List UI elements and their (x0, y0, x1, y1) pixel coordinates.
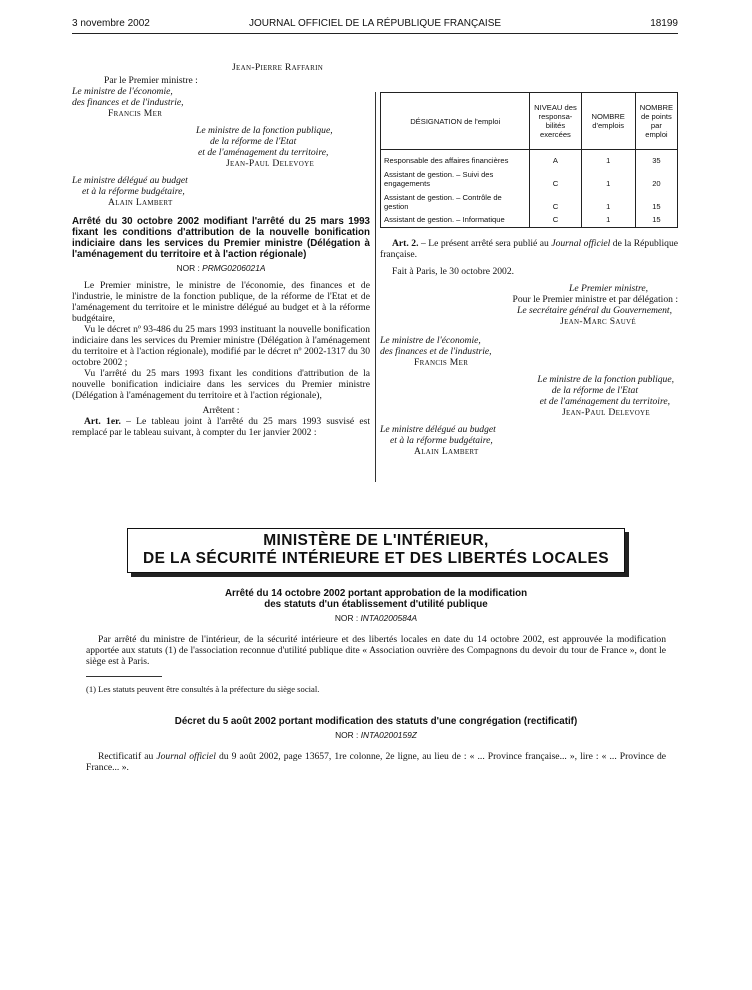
header-page-number: 18199 (650, 18, 678, 29)
signature-title: Le ministre de la fonction publique, (196, 125, 333, 136)
footnote-rule (86, 676, 162, 677)
fait-a-paris: Fait à Paris, le 30 octobre 2002. (392, 266, 515, 277)
article-label: Art. 2. (392, 238, 419, 249)
table-row (381, 212, 678, 228)
arrete-title: des statuts d'un établissement d'utilité publique (264, 599, 488, 610)
page-header (72, 18, 678, 32)
header-title: JOURNAL OFFICIEL DE LA RÉPUBLIQUE FRANÇAISE (248, 18, 502, 29)
paragraph-text: Rectificatif au (98, 751, 157, 762)
journal-officiel: Journal officiel (156, 751, 216, 762)
ministry-title-line2: DE LA SÉCURITÉ INTÉRIEURE ET DES LIBERTÉS LOCALES (143, 550, 609, 567)
table-cell: 15 (635, 212, 677, 228)
table-cell: 20 (635, 166, 677, 189)
table-cell: 1 (581, 150, 635, 167)
decret-5-aout (86, 716, 666, 773)
nor-line (86, 730, 666, 741)
signature-title: et de l'aménagement du territoire, (198, 147, 329, 158)
ministry-banner (127, 528, 625, 573)
signature-title: et à la réforme budgétaire, (390, 435, 493, 446)
table-cell: C (530, 212, 581, 228)
signature-title: Le ministre délégué au budget (72, 175, 188, 186)
signature-name: Jean-Marc Sauvé (560, 316, 636, 327)
signature-title: de la réforme de l'Etat (551, 385, 638, 396)
nor-label: NOR : (334, 613, 359, 623)
signature-title: Le Premier ministre, (569, 283, 648, 294)
table-cell: A (530, 150, 581, 167)
table-cell: C (530, 189, 581, 212)
paragraph: Le Premier ministre, le ministre de l'économie, des finances et de l'industrie, le ministre de la fonction publique, de la réforme de l'Etat et de l'aménagement du territoire et le ministre délégué au budget et à la réforme budgétaire, (72, 280, 370, 324)
paragraph (86, 751, 666, 773)
table-cell: 15 (635, 189, 677, 212)
arrete-title: Arrêté du 14 octobre 2002 portant approbation de la modification (224, 588, 528, 599)
nor-code: INTA0200159Z (360, 730, 417, 740)
table-cell: Responsable des affaires financières (381, 150, 530, 167)
nor-label: NOR : (335, 730, 359, 740)
signature-title: Le secrétaire général du Gouvernement, (517, 305, 672, 316)
nor-line (86, 613, 666, 624)
nor-code: INTA0200584A (360, 613, 418, 623)
signature-title: des finances et de l'industrie, (380, 346, 492, 357)
signature-title: des finances et de l'industrie, (72, 97, 184, 108)
journal-officiel: Journal officiel (551, 238, 611, 249)
signature-title: Le ministre délégué au budget (380, 424, 496, 435)
signature-name: Alain Lambert (108, 197, 173, 208)
signature-title: Le ministre de l'économie, (380, 335, 481, 346)
table-cell: Assistant de gestion. – Contrôle de gestion (381, 189, 530, 212)
signature-title: et à la réforme budgétaire, (82, 186, 185, 197)
signature-title: de la réforme de l'Etat (210, 136, 297, 147)
paragraph-text: du 9 août 2002, page 13657, 1re colonne, 2e ligne, au lieu de : « ... Province française... », lire : « ... Province de France... ». (86, 751, 667, 773)
paragraph: Par arrêté du ministre de l'intérieur, de la sécurité intérieure et des libertés locales en date du 14 octobre 2002, est approuvée la modification apportée aux statuts (1) de l'association reconnue d'utilité publique dite « Association ouvrière des Compagnons du devoir du tour de France », dont le siège est à Paris. (86, 634, 666, 667)
article-2 (380, 238, 678, 260)
article-1 (72, 416, 370, 438)
ministry-title-line1: MINISTÈRE DE L'INTÉRIEUR, (263, 532, 489, 549)
nor-label: NOR : (176, 263, 200, 273)
table-row (381, 150, 678, 167)
signature-name: Francis Mer (414, 357, 469, 368)
table-cell: 1 (581, 212, 635, 228)
table-cell: C (530, 166, 581, 189)
signature-name: Alain Lambert (414, 446, 479, 457)
table-header: DÉSIGNATION de l'emploi (381, 93, 530, 150)
table-row (381, 166, 678, 189)
arrete-title: Arrêté du 30 octobre 2002 modifiant l'arrêté du 25 mars 1993 fixant les conditions d'attribution de la nouvelle bonification indiciaire dans les services du Premier ministre (Délégation à l'aménagement du territoire et à l'action régionale) (72, 216, 370, 260)
signature-title: Le ministre de la fonction publique, (537, 374, 674, 385)
article-text: de la République française. (380, 238, 678, 260)
table-cell: Assistant de gestion. – Suivi des engagements (381, 166, 530, 189)
positions-table (380, 92, 678, 228)
signature-name: Jean-Paul Delevoye (226, 158, 315, 169)
decret-title: Décret du 5 août 2002 portant modification des statuts d'une congrégation (rectificatif) (174, 716, 578, 727)
paragraph: Vu l'arrêté du 25 mars 1993 fixant les conditions d'attribution de la nouvelle bonification indiciaire dans les services du Premier ministre (Délégation à l'aménagement du territoire et à l'action régionale), (72, 368, 370, 401)
signature-title: Le ministre de l'économie, (72, 86, 173, 97)
signature-name: Jean-Paul Delevoye (561, 407, 650, 418)
table-cell: 1 (581, 189, 635, 212)
arretent: Arrêtent : (202, 405, 240, 416)
signature-name: Jean-Pierre Raffarin (232, 62, 324, 73)
signature-title: Pour le Premier ministre et par délégation : (512, 294, 678, 305)
table-header: NIVEAU des responsa-bilités exercées (530, 93, 581, 150)
nor-line (72, 263, 370, 274)
signature-by: Par le Premier ministre : (104, 75, 198, 86)
table-cell: 1 (581, 166, 635, 189)
article-text: – Le présent arrêté sera publié au (418, 238, 552, 249)
table-cell: 35 (635, 150, 677, 167)
column-separator (375, 92, 376, 482)
signature-title: et de l'aménagement du territoire, (539, 396, 670, 407)
header-rule (72, 33, 678, 34)
right-column (380, 92, 678, 457)
table-row (381, 189, 678, 212)
article-text: – Le tableau joint à l'arrêté du 25 mars 1993 susvisé est remplacé par le tableau suivant, à compter du 1er janvier 2002 : (72, 416, 370, 438)
table-header: NOMBRE d'emplois (581, 93, 635, 150)
arrete-14-octobre (86, 588, 666, 667)
nor-code: PRMG0206021A (202, 263, 266, 273)
table-header: NOMBRE de points par emploi (635, 93, 677, 150)
paragraph: Vu le décret nº 93-486 du 25 mars 1993 instituant la nouvelle bonification indiciaire dans les services du Premier ministre (Délégation à l'aménagement du territoire et à l'action régionale), modifié par le décret nº 2002-1317 du 30 octobre 2002 ; (72, 324, 370, 368)
footnote: (1) Les statuts peuvent être consultés à la préfecture du siège social. (86, 684, 320, 694)
header-date: 3 novembre 2002 (72, 18, 150, 29)
signature-name: Francis Mer (108, 108, 163, 119)
table-cell: Assistant de gestion. – Informatique (381, 212, 530, 228)
left-column (72, 62, 370, 438)
article-label: Art. 1er. (84, 416, 121, 427)
